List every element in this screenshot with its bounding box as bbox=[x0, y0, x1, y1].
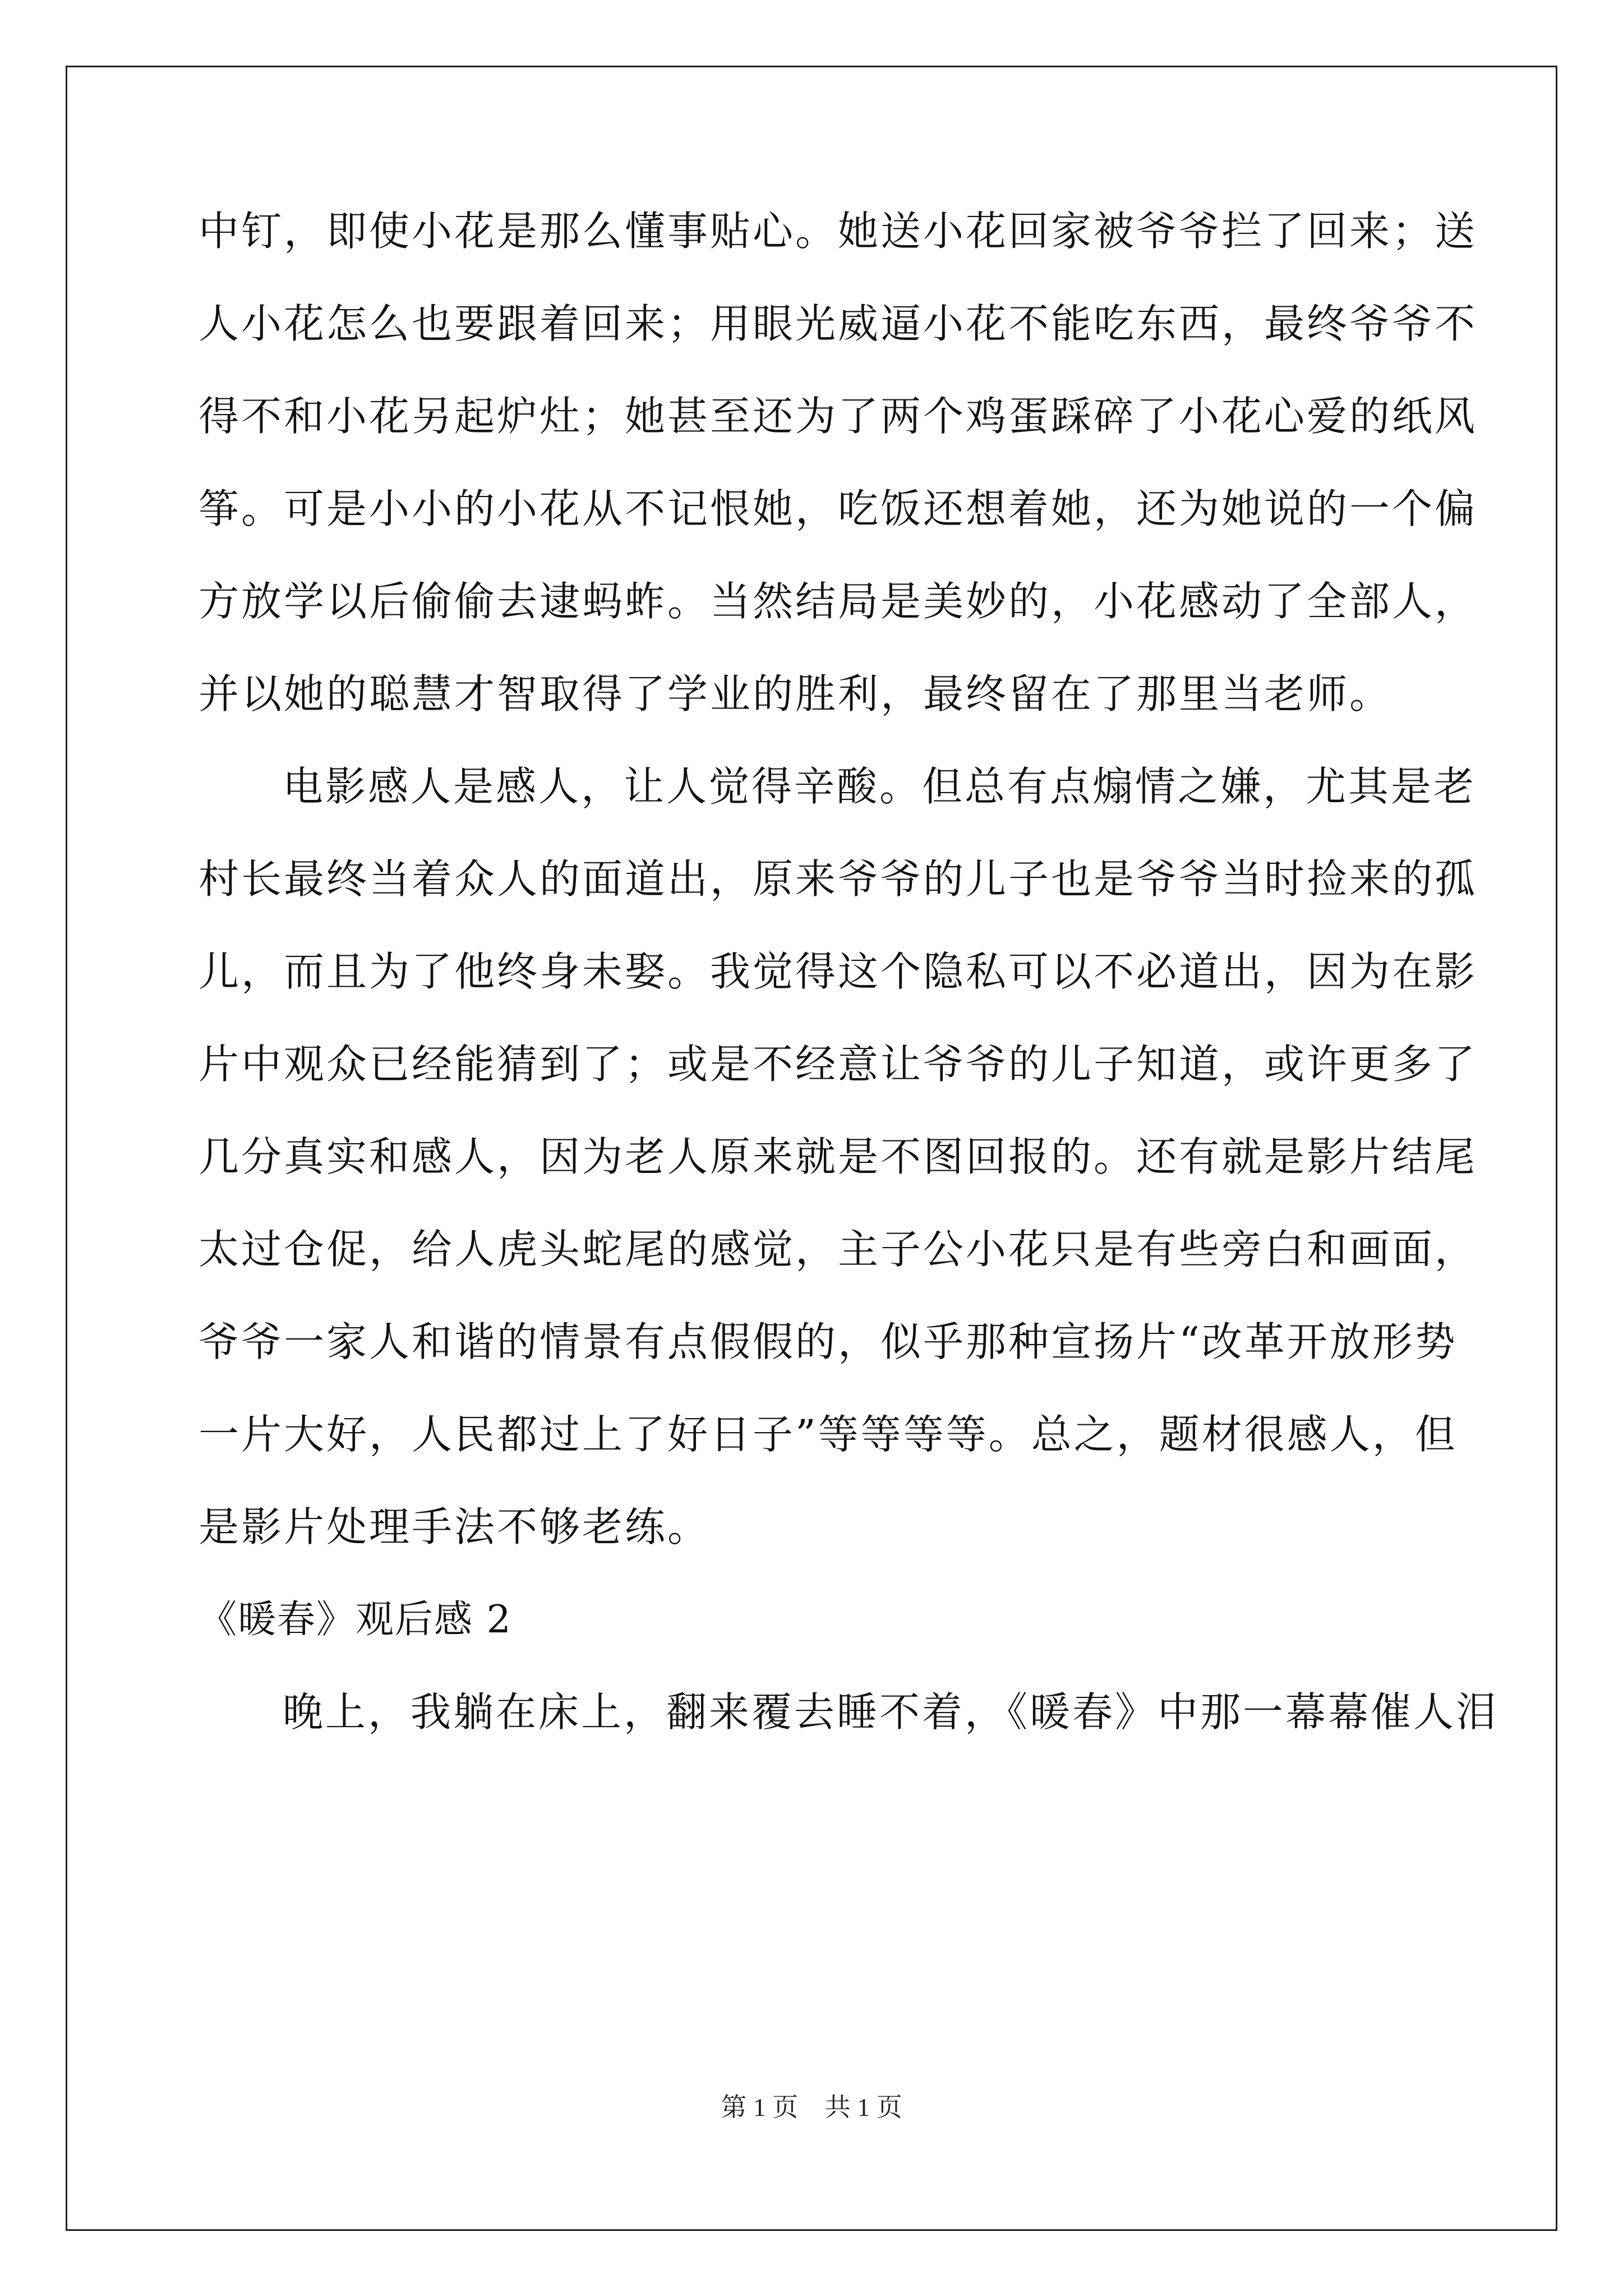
paragraph-3 bbox=[199, 1666, 1499, 1759]
document-body bbox=[199, 185, 1499, 1759]
text-line: 爷爷一家人和谐的情景有点假假的，似乎那种宣扬片“改革开放形势 bbox=[199, 1318, 1458, 1365]
text-line: 人小花怎么也要跟着回来；用眼光威逼小花不能吃东西，最终爷爷不 bbox=[199, 300, 1478, 347]
text-line: 方放学以后偷偷去逮蚂蚱。当然结局是美妙的，小花感动了全部人， bbox=[199, 578, 1478, 625]
text-line: 太过仓促，给人虎头蛇尾的感觉，主子公小花只是有些旁白和画面， bbox=[199, 1226, 1478, 1273]
text-line: 一片大好，人民都过上了好日子”等等等等。总之，题材很感人，但 bbox=[199, 1411, 1458, 1458]
text-line: 儿，而且为了他终身未娶。我觉得这个隐私可以不必道出，因为在影 bbox=[199, 948, 1478, 995]
text-line: 并以她的聪慧才智取得了学业的胜利，最终留在了那里当老师。 bbox=[199, 670, 1393, 717]
text-line: 晚上，我躺在床上，翻来覆去睡不着，《暖春》中那一幕幕催人泪 bbox=[283, 1688, 1499, 1736]
text-line: 筝。可是小小的小花从不记恨她，吃饭还想着她，还为她说的一个偏 bbox=[199, 485, 1478, 532]
text-line: 电影感人是感人，让人觉得辛酸。但总有点煽情之嫌，尤其是老 bbox=[283, 763, 1477, 810]
text-line: 得不和小花另起炉灶；她甚至还为了两个鸡蛋踩碎了小花心爱的纸风 bbox=[199, 393, 1478, 440]
section-heading: 《暖春》观后感 2 bbox=[199, 1598, 512, 1642]
text-line: 几分真实和感人，因为老人原来就是不图回报的。还有就是影片结尾 bbox=[199, 1133, 1478, 1180]
page-number: 第 1 页 bbox=[721, 2093, 799, 2122]
page-total: 共 1 页 bbox=[824, 2093, 902, 2122]
text-line: 片中观众已经能猜到了；或是不经意让爷爷的儿子知道，或许更多了 bbox=[199, 1041, 1478, 1088]
page-footer bbox=[0, 2087, 1623, 2124]
text-line: 是影片处理手法不够老练。 bbox=[199, 1503, 711, 1550]
paragraph-1 bbox=[199, 185, 1478, 740]
text-line: 中钉，即使小花是那么懂事贴心。她送小花回家被爷爷拦了回来；送 bbox=[199, 208, 1478, 255]
paragraph-2 bbox=[199, 740, 1478, 1573]
text-line: 村长最终当着众人的面道出，原来爷爷的儿子也是爷爷当时捡来的孤 bbox=[199, 855, 1478, 903]
